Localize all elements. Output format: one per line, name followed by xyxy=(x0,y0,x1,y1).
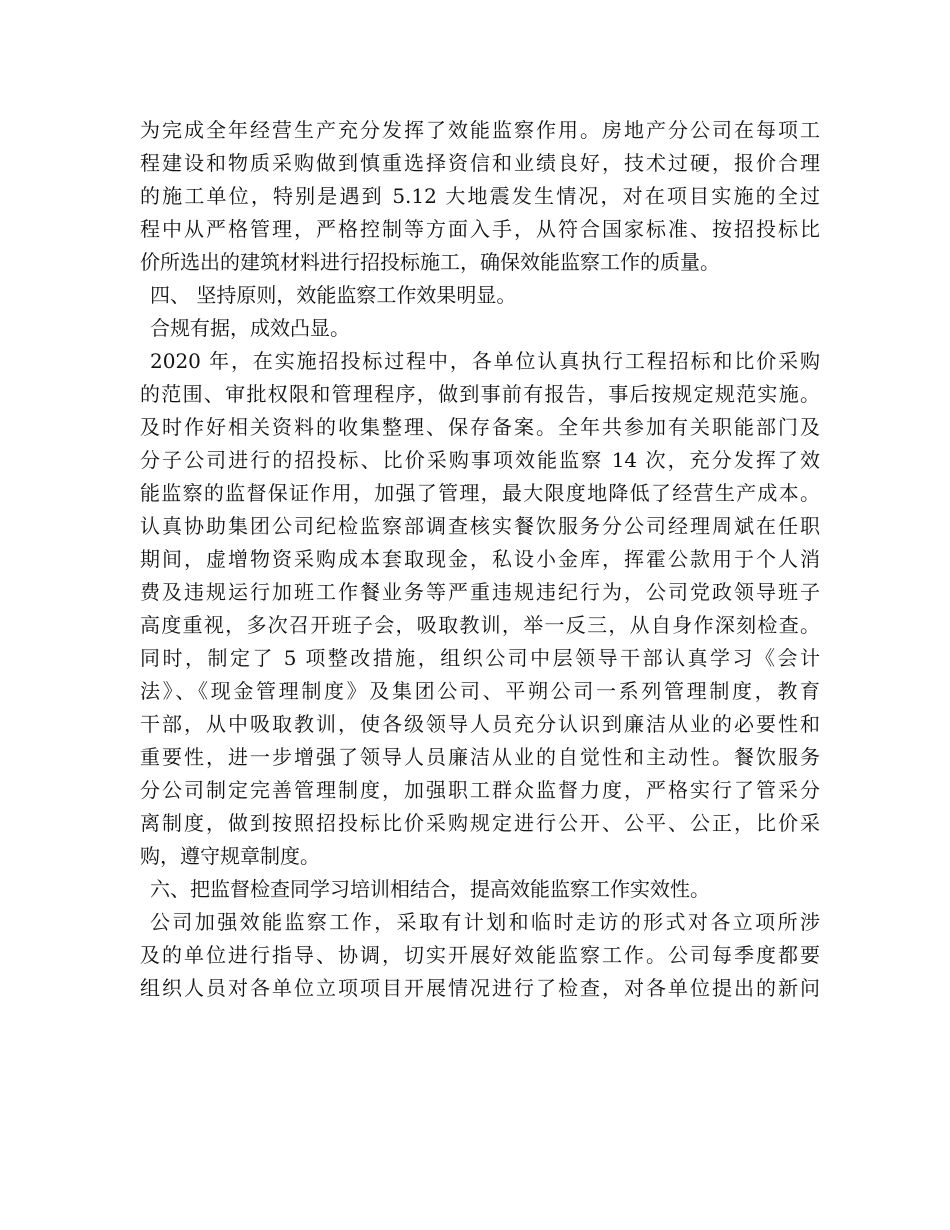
text-line: 能监察的监督保证作用，加强了管理，最大限度地降低了经营生产成本。 xyxy=(140,481,820,505)
text-line: 重要性，进一步增强了领导人员廉洁从业的自觉性和主动性。餐饮服务 xyxy=(140,745,820,769)
text-line: 认真协助集团公司纪检监察部调查核实餐饮服务分公司经理周斌在任职 xyxy=(140,514,820,538)
text-line: 离制度，做到按照招投标比价采购规定进行公开、公平、公正，比价采 xyxy=(140,811,820,835)
text-line: 高度重视，多次召开班子会，吸取教训，举一反三，从自身作深刻检查。 xyxy=(140,613,820,637)
text-line: 分公司制定完善管理制度，加强职工群众监督力度，严格实行了管采分 xyxy=(140,778,820,802)
section-heading: 四、 坚持原则，效能监察工作效果明显。 xyxy=(150,283,517,307)
text-line: 程中从严格管理，严格控制等方面入手，从符合国家标准、按招投标比 xyxy=(140,217,820,241)
text-line: 法》、《现金管理制度》及集团公司、平朔公司一系列管理制度，教育 xyxy=(140,679,820,703)
text-line: 及的单位进行指导、协调，切实开展好效能监察工作。公司每季度都要 xyxy=(140,943,820,967)
text-line: 程建设和物质采购做到慎重选择资信和业绩良好，技术过硬，报价合理 xyxy=(140,151,820,175)
text-line: 干部，从中吸取教训，使各级领导人员充分认识到廉洁从业的必要性和 xyxy=(140,712,820,736)
text-line: 的范围、审批权限和管理程序，做到事前有报告，事后按规定规范实施。 xyxy=(140,382,820,406)
section-heading: 六、把监督检查同学习培训相结合，提高效能监察工作实效性。 xyxy=(150,877,710,901)
text-line: 的施工单位，特别是遇到 5.12 大地震发生情况，对在项目实施的全过 xyxy=(140,184,820,208)
text-line: 购，遵守规章制度。 xyxy=(140,844,320,868)
text-line: 同时，制定了 5 项整改措施，组织公司中层领导干部认真学习《会计 xyxy=(140,646,820,670)
text-line: 分子公司进行的招投标、比价采购事项效能监察 14 次，充分发挥了效 xyxy=(140,448,820,472)
subheading: 合规有据，成效凸显。 xyxy=(150,316,350,340)
text-line: 价所选出的建筑材料进行招投标施工，确保效能监察工作的质量。 xyxy=(140,250,720,274)
text-line: 组织人员对各单位立项项目开展情况进行了检查，对各单位提出的新问 xyxy=(140,976,820,1000)
text-line: 费及违规运行加班工作餐业务等严重违规违纪行为，公司党政领导班子 xyxy=(140,580,820,604)
text-line: 为完成全年经营生产充分发挥了效能监察作用。房地产分公司在每项工 xyxy=(140,118,820,142)
text-line: 及时作好相关资料的收集整理、保存备案。全年共参加有关职能部门及 xyxy=(140,415,820,439)
text-line: 2020 年，在实施招投标过程中，各单位认真执行工程招标和比价采购 xyxy=(150,349,820,373)
text-line: 公司加强效能监察工作，采取有计划和临时走访的形式对各立项所涉 xyxy=(150,910,820,934)
text-line: 期间，虚增物资采购成本套取现金，私设小金库，挥霍公款用于个人消 xyxy=(140,547,820,571)
